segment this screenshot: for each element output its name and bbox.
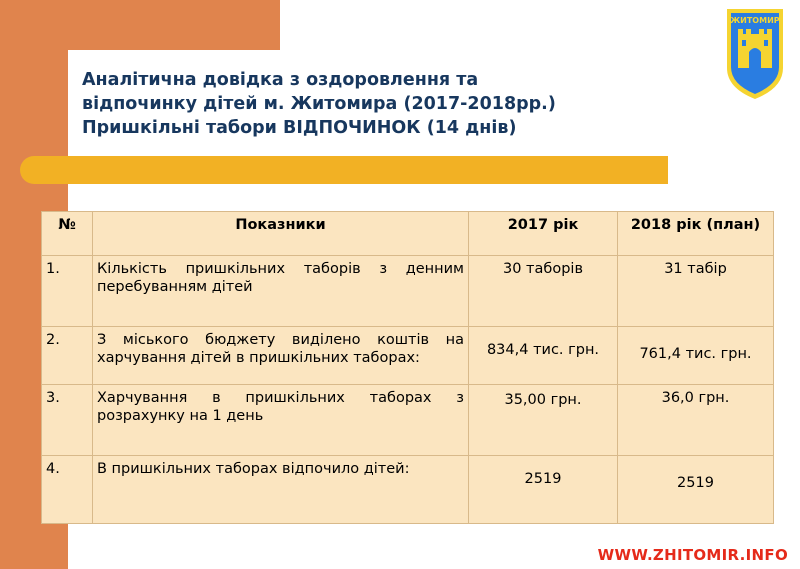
row-value-2017: 834,4 тис. грн. <box>469 327 618 385</box>
header-indicator: Показники <box>93 212 469 256</box>
row-number: 1. <box>42 256 93 327</box>
row-value-2018: 2519 <box>618 456 774 524</box>
row-value-2017: 35,00 грн. <box>469 385 618 456</box>
table-row <box>42 327 774 385</box>
title-line-1: Аналітична довідка з оздоровлення та <box>82 70 479 90</box>
table-row <box>42 456 774 524</box>
row-indicator: Харчування в пришкільних таборах з розрахунку на 1 день <box>93 385 469 456</box>
stats-table <box>41 211 774 524</box>
table-row <box>42 256 774 327</box>
title-line-2: відпочинку дітей м. Житомира (2017-2018рр.) <box>82 94 556 114</box>
table-row <box>42 385 774 456</box>
watermark: WWW.ZHITOMIR.INFO <box>597 546 788 564</box>
header-2018: 2018 рік (план) <box>618 212 774 256</box>
logo-text: ЖИТОМИР <box>730 16 780 25</box>
header-2017: 2017 рік <box>469 212 618 256</box>
row-number: 2. <box>42 327 93 385</box>
row-value-2018: 761,4 тис. грн. <box>618 327 774 385</box>
row-number: 4. <box>42 456 93 524</box>
row-value-2017: 30 таборів <box>469 256 618 327</box>
row-number: 3. <box>42 385 93 456</box>
header-number: № <box>42 212 93 256</box>
row-value-2017: 2519 <box>469 456 618 524</box>
title-line-3: Пришкільні табори ВІДПОЧИНОК (14 днів) <box>82 118 517 138</box>
row-indicator: Кількість пришкільних таборів з денним перебуванням дітей <box>93 256 469 327</box>
row-indicator: В пришкільних таборах відпочило дітей: <box>93 456 469 524</box>
decor-yellow-bar <box>20 156 668 184</box>
row-value-2018: 31 табір <box>618 256 774 327</box>
slide-title <box>82 68 662 140</box>
decor-stripe-top <box>68 0 280 50</box>
zhytomyr-coat-of-arms-icon <box>724 6 786 102</box>
row-value-2018: 36,0 грн. <box>618 385 774 456</box>
table-header-row <box>42 212 774 256</box>
row-indicator: З міського бюджету виділено коштів на харчування дітей в пришкільних таборах: <box>93 327 469 385</box>
